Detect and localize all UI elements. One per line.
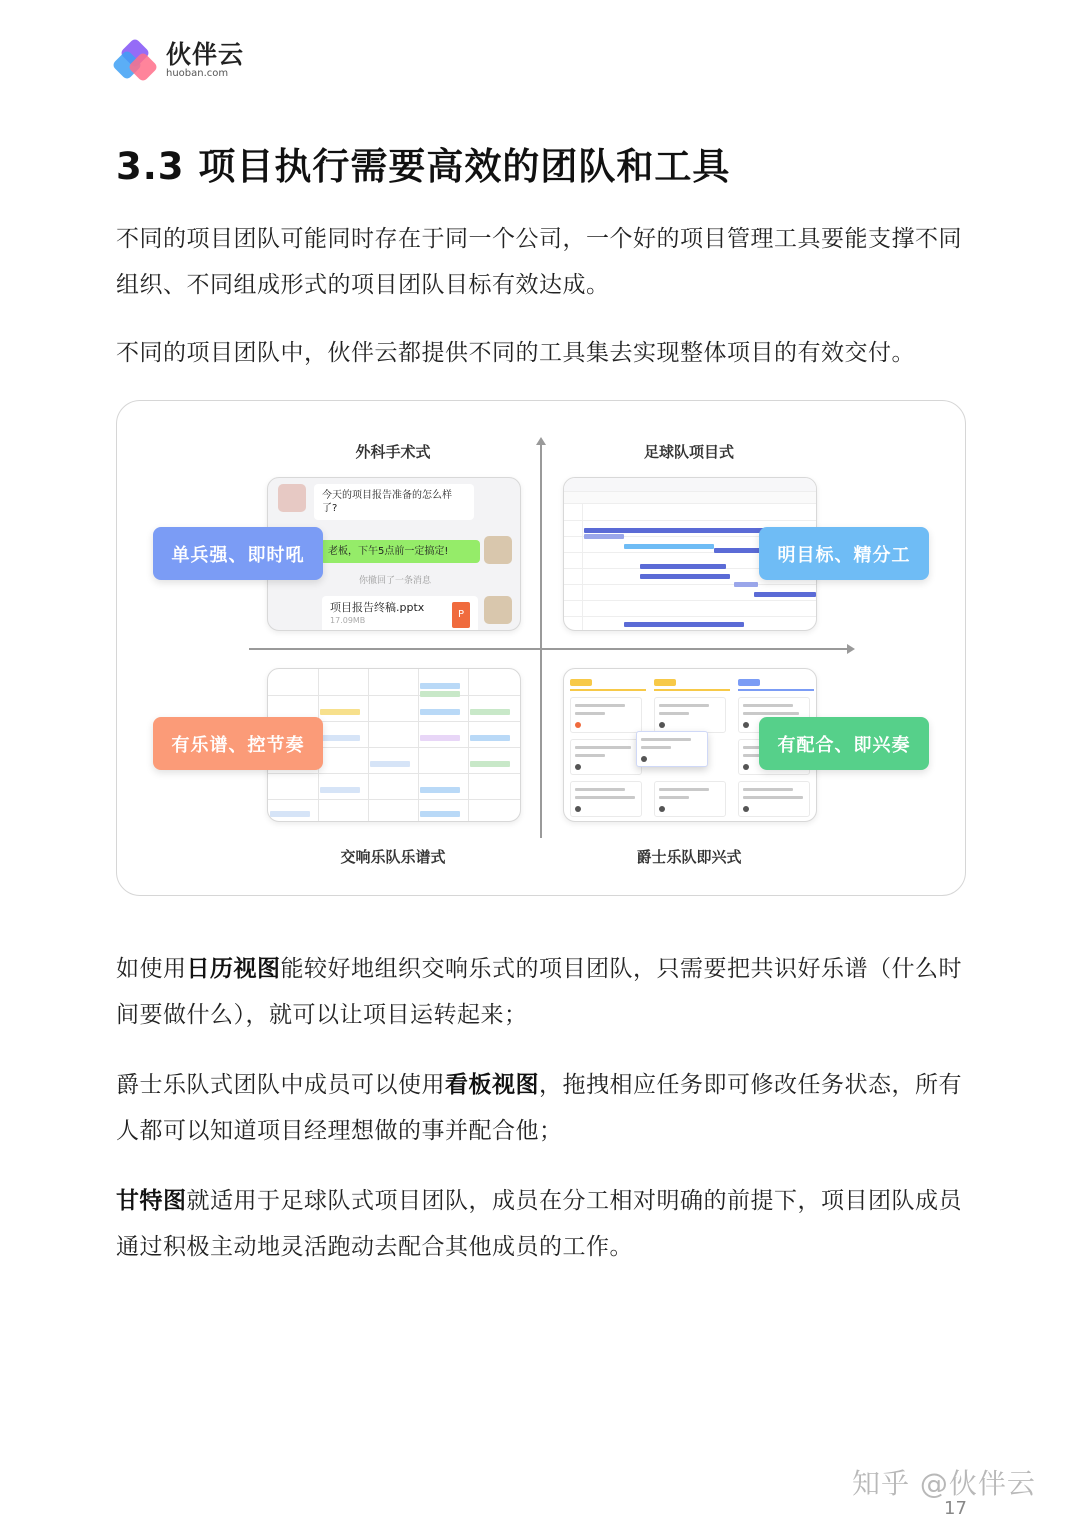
logo-domain: huoban.com [166, 68, 229, 79]
calendar-event [320, 735, 360, 741]
kanban-card [570, 781, 642, 817]
paragraph-3 [116, 946, 966, 1038]
kanban-card-dragging [636, 731, 708, 767]
gantt-bar [624, 544, 714, 549]
chat-message: 今天的项目报告准备的怎么样了? [314, 484, 474, 520]
gantt-bar [734, 582, 758, 587]
paragraph-1: 不同的项目团队可能同时存在于同一个公司，一个好的项目管理工具要能支撑不同组织、不同组成形式的项目团队目标有效达成。 [116, 226, 962, 298]
quadrant-title-bottom-left: 交响乐队乐谱式 [340, 848, 446, 866]
gantt-bar [640, 574, 730, 579]
paragraph-4-post: ，拖拽相应任务即可修改任务状态，所有人都可以知道项目经理想做的事并配合他； [116, 1072, 962, 1144]
calendar-event [470, 709, 510, 715]
vertical-axis [540, 443, 542, 838]
kanban-card [570, 739, 642, 775]
gantt-bar [624, 622, 744, 627]
file-message [322, 596, 478, 631]
calendar-event [420, 691, 460, 697]
avatar [484, 596, 512, 624]
kanban-card [654, 781, 726, 817]
logo-name: 伙伴云 [166, 40, 245, 69]
pptx-file-icon: P [452, 602, 470, 628]
page-number: 17 [944, 1498, 967, 1519]
gantt-bar [584, 534, 624, 539]
paragraph-4-bold: 看板视图 [445, 1072, 539, 1098]
kanban-card [570, 697, 642, 733]
kanban-card [654, 697, 726, 733]
section-heading: 3.3 项目执行需要高效的团队和工具 [116, 145, 731, 188]
paragraph-3-post: 能较好地组织交响乐式的项目团队，只需要把共识好乐谱（什么时间要做什么），就可以让项目运转起来； [116, 956, 962, 1028]
quadrant-title-bottom-right: 爵士乐队即兴式 [636, 848, 742, 866]
team-types-figure [116, 400, 966, 896]
paragraph-5 [116, 1178, 966, 1270]
logo-mark-icon [116, 40, 158, 82]
avatar [278, 484, 306, 512]
brand-logo [116, 40, 244, 82]
tag-bottom-right: 有配合、即兴奏 [759, 717, 929, 770]
tag-top-right: 明目标、精分工 [759, 527, 929, 580]
calendar-event [320, 787, 360, 793]
calendar-event [470, 735, 510, 741]
calendar-event [420, 683, 460, 689]
paragraph-5-bold: 甘特图 [116, 1188, 187, 1214]
paragraph-4 [116, 1062, 966, 1154]
file-name: 项目报告终稿.pptx [330, 601, 425, 614]
paragraph-5-post: 就适用于足球队式项目团队，成员在分工相对明确的前提下，项目团队成员通过积极主动地灵活跑动去配合其他成员的工作。 [116, 1188, 962, 1260]
tag-bottom-left: 有乐谱、控节奏 [153, 717, 323, 770]
kanban-card [738, 781, 810, 817]
file-size: 17.09MB [330, 616, 366, 625]
quadrant-title-top-right: 足球队项目式 [643, 443, 734, 461]
calendar-event [420, 811, 460, 817]
calendar-event [420, 735, 460, 741]
calendar-event [470, 761, 510, 767]
chat-message-reply: 老板，下午5点前一定搞定! [320, 540, 480, 563]
calendar-event [320, 709, 360, 715]
horizontal-axis [249, 648, 849, 650]
recall-notice: 你撤回了一条消息 [358, 576, 431, 586]
quadrant-title-top-left: 外科手术式 [355, 443, 431, 461]
avatar [484, 536, 512, 564]
gantt-bar [640, 564, 726, 569]
paragraph-2: 不同的项目团队中，伙伴云都提供不同的工具集去实现整体项目的有效交付。 [116, 340, 915, 366]
watermark: 知乎 @伙伴云 [852, 1467, 1036, 1500]
paragraph-3-pre: 如使用 [116, 956, 187, 982]
calendar-event [370, 761, 410, 767]
paragraph-4-pre: 爵士乐队式团队中成员可以使用 [116, 1072, 445, 1098]
calendar-event [420, 787, 460, 793]
paragraph-3-bold: 日历视图 [186, 956, 281, 982]
calendar-event [420, 709, 460, 715]
calendar-event [270, 811, 310, 817]
gantt-bar [754, 592, 816, 597]
tag-top-left: 单兵强、即时吼 [153, 527, 323, 580]
gantt-bar [714, 548, 764, 553]
